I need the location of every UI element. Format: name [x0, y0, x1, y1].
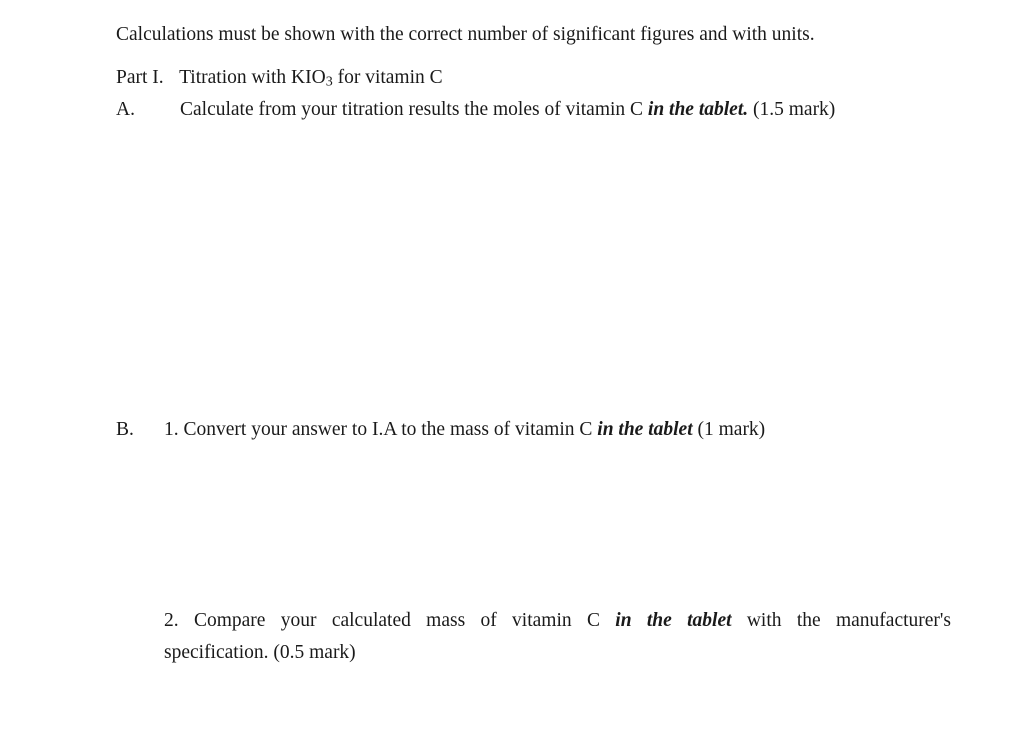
section-b-q2-number: 2.: [164, 610, 179, 631]
section-b-q2-line2: specification. (0.5 mark): [164, 642, 356, 663]
section-b-q1: [164, 418, 765, 442]
part1-title: [179, 67, 443, 88]
part1-label: Part I.: [116, 67, 164, 88]
section-a-emphasis: in the tablet.: [647, 99, 749, 120]
section-a-question: [180, 98, 835, 122]
section-b-q1-marks: (1 mark): [692, 419, 766, 440]
section-a-text: Calculate from your titration results the moles of vitamin C: [180, 99, 648, 120]
part1-title-prefix: Titration with KIO: [179, 67, 326, 88]
part1-title-suffix: for vitamin C: [332, 67, 443, 88]
section-a-label: A.: [116, 99, 135, 120]
section-b-q2-text: Compare your calculated mass of vitamin C: [193, 610, 616, 631]
part1-title-subscript: 3: [325, 73, 333, 90]
section-b-q1-emphasis: in the tablet: [597, 419, 693, 440]
instructions-text: [116, 23, 815, 47]
section-b-q1-number: 1.: [164, 419, 179, 440]
part1-heading: [116, 66, 443, 90]
section-b-q2-emphasis: in the tablet: [615, 610, 732, 631]
section-b-q2-line1: [164, 609, 951, 633]
section-b-label: B.: [116, 419, 134, 440]
section-a-marks: (1.5 mark): [748, 99, 836, 120]
instructions-text-content: Calculations must be shown with the correct number of significant figures and with units.: [116, 24, 815, 45]
section-b-q1-text: Convert your answer to I.A to the mass of vitamin C: [183, 419, 598, 440]
section-b-q2-tail: with the manufacturer's: [731, 610, 952, 631]
